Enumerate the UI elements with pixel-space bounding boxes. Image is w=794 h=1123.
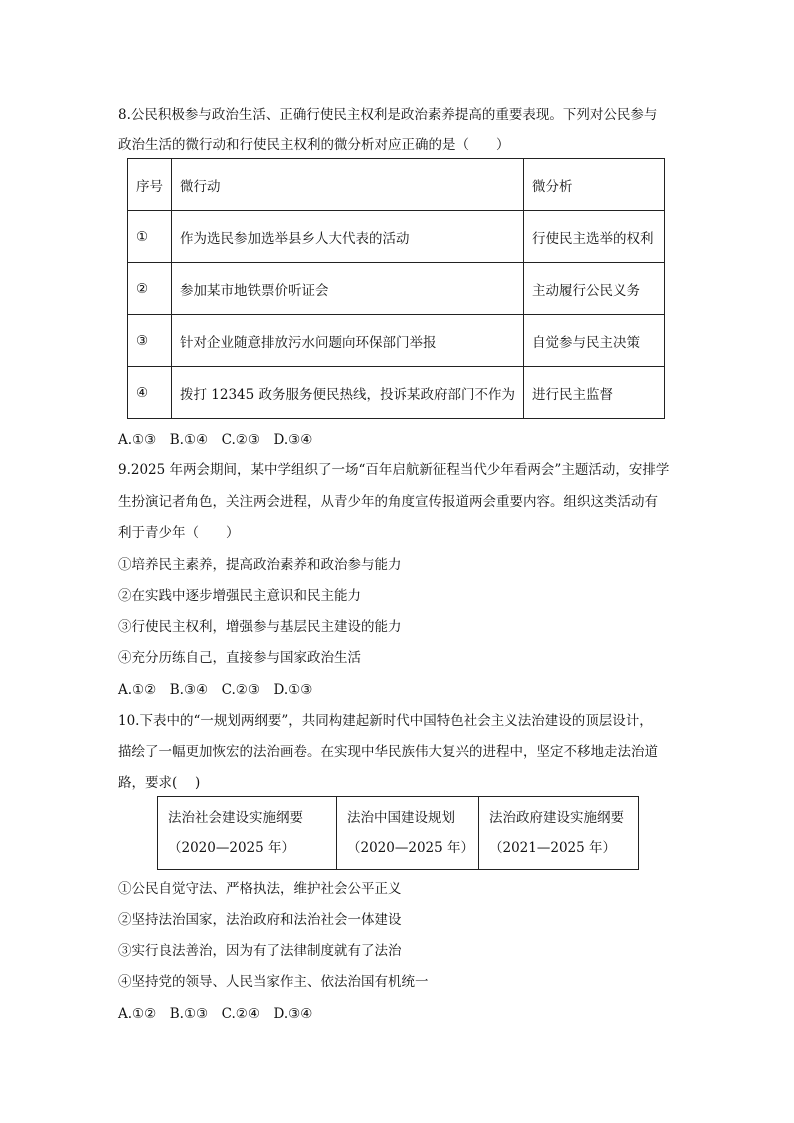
plan-cell (479, 797, 639, 870)
cell-index: ④ (128, 367, 172, 419)
q9-options: A.①② B.③④ C.②③ D.①③ (118, 682, 313, 698)
plan-cell (337, 797, 479, 870)
q9-stem-line1: 9.2025 年两会期间，某中学组织了一场“百年启航新征程当代少年看两会”主题活动，安排学 (118, 462, 670, 478)
table-row (128, 315, 665, 367)
plan-cell (158, 797, 337, 870)
plan-period: （2021—2025 年） (489, 840, 617, 856)
q8-stem-line1: 8.公民积极参与政治生活、正确行使民主权利是政治素养提高的重要表现。下列对公民参与 (118, 107, 658, 123)
q10-item: ①公民自觉守法、严格执法，维护社会公平正义 (118, 881, 402, 897)
header-cell-index: 序号 (128, 159, 172, 211)
cell-index: ① (128, 211, 172, 263)
plan-period: （2020—2025 年） (347, 840, 475, 856)
cell-analysis: 主动履行公民义务 (524, 263, 665, 315)
table-row (128, 367, 665, 419)
q9-stem-line2: 生扮演记者角色，关注两会进程，从青少年的角度宣传报道两会重要内容。组织这类活动有 (118, 494, 658, 510)
q9-item: ②在实践中逐步增强民主意识和民主能力 (118, 588, 361, 604)
cell-action: 拨打 12345 政务服务便民热线，投诉某政府部门不作为 (172, 367, 524, 419)
q10-item: ②坚持法治国家，法治政府和法治社会一体建设 (118, 912, 402, 928)
table-header-row (128, 159, 665, 211)
plan-title: 法治政府建设实施纲要 (489, 810, 624, 826)
q9-item: ③行使民主权利，增强参与基层民主建设的能力 (118, 619, 402, 635)
q10-stem-line2: 描绘了一幅更加恢宏的法治画卷。在实现中华民族伟大复兴的进程中，坚定不移地走法治道 (118, 744, 658, 760)
header-cell-action: 微行动 (172, 159, 524, 211)
q9-item: ①培养民主素养，提高政治素养和政治参与能力 (118, 557, 402, 573)
cell-analysis: 自觉参与民主决策 (524, 315, 665, 367)
cell-action: 针对企业随意排放污水问题向环保部门举报 (172, 315, 524, 367)
cell-analysis: 行使民主选举的权利 (524, 211, 665, 263)
q10-stem-line3: 路，要求( ) (118, 775, 201, 791)
plan-title: 法治中国建设规划 (347, 810, 455, 826)
cell-action: 作为选民参加选举县乡人大代表的活动 (172, 211, 524, 263)
q10-item: ③实行良法善治，因为有了法律制度就有了法治 (118, 943, 402, 959)
q8-options: A.①③ B.①④ C.②③ D.③④ (118, 432, 313, 448)
cell-analysis: 进行民主监督 (524, 367, 665, 419)
table-row (128, 211, 665, 263)
q10-options: A.①② B.①③ C.②④ D.③④ (118, 1006, 313, 1022)
q8-stem-line2: 政治生活的微行动和行使民主权利的微分析对应正确的是（ ） (118, 137, 510, 153)
plan-title: 法治社会建设实施纲要 (168, 810, 303, 826)
table-row (128, 263, 665, 315)
q9-stem-line3: 利于青少年（ ） (118, 525, 240, 541)
q8-table (127, 158, 665, 419)
q10-stem-line1: 10.下表中的“一规划两纲要”，共同构建起新时代中国特色社会主义法治建设的顶层设计， (118, 713, 653, 729)
q10-item: ④坚持党的领导、人民当家作主、依法治国有机统一 (118, 974, 429, 990)
cell-index: ③ (128, 315, 172, 367)
table-row (158, 797, 639, 870)
q10-table (157, 796, 639, 870)
plan-period: （2020—2025 年） (168, 840, 296, 856)
q9-item: ④充分历练自己，直接参与国家政治生活 (118, 650, 361, 666)
cell-action: 参加某市地铁票价听证会 (172, 263, 524, 315)
cell-index: ② (128, 263, 172, 315)
header-cell-analysis: 微分析 (524, 159, 665, 211)
